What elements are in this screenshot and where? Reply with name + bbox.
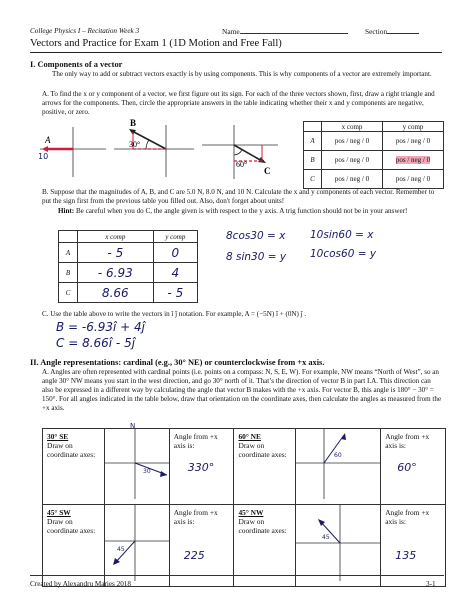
axes-drawing-nw	[296, 505, 380, 581]
footer-rule	[30, 575, 444, 576]
title-rule	[30, 52, 442, 53]
angle-answer: 135	[395, 549, 417, 562]
sign-table	[303, 121, 444, 189]
comp-cell-c-y[interactable]: - 5	[153, 283, 197, 303]
work-line: 8 sin30 = y	[226, 251, 287, 263]
axes-drawing-sw	[105, 505, 169, 581]
hint: Hint: Be careful when you do C, the angle given is with respect to the y axis. A trig function should not be in your answer!	[58, 207, 408, 215]
svg-text:45: 45	[322, 534, 330, 541]
sign-cell-b-x[interactable]: pos / neg / 0	[322, 151, 383, 170]
vector-diagrams	[30, 118, 280, 181]
part1-intro: The only way to add or subtract vectors exactly is by using components. This is why components of a vector are extremely important.	[52, 70, 432, 78]
svg-text:60: 60	[334, 452, 342, 459]
comp-cell-b-x[interactable]: - 6.93	[78, 263, 154, 283]
sign-cell-a-y[interactable]: pos / neg / 0	[383, 132, 444, 151]
answer-c: C = 8.66î - 5ĵ	[56, 336, 136, 350]
course-label: College Physics I – Recitation Week 3	[30, 27, 140, 35]
section-field-label: Section	[365, 27, 419, 36]
svg-text:45: 45	[116, 546, 125, 553]
work-line: 8cos30 = x	[226, 230, 286, 242]
sign-cell-a-x[interactable]: pos / neg / 0	[322, 132, 383, 151]
work-line: 10cos60 = y	[310, 248, 377, 260]
sign-cell-c-x[interactable]: pos / neg / 0	[322, 170, 383, 189]
work-line: 10sin60 = x	[310, 229, 374, 241]
name-field-label: Name	[222, 27, 348, 36]
sign-cell-b-y[interactable]: pos / neg / 0	[383, 151, 444, 170]
svg-text:A: A	[45, 135, 51, 145]
comp-cell-a-x[interactable]: - 5	[78, 243, 154, 263]
axes-drawing-ne	[296, 429, 380, 499]
angle-answer: 225	[183, 549, 205, 562]
svg-text:30: 30	[142, 468, 151, 475]
comp-cell-c-x[interactable]: 8.66	[78, 283, 154, 303]
svg-text:10: 10	[38, 152, 49, 161]
vector-b-diagram	[114, 118, 194, 177]
angle-answer: 60°	[397, 461, 417, 474]
question-2a: A. Angles are often represented with cardinal points (i.e. points on a compass: N, S, E, W). For example, NW means “North of West”, so an angle 30° NW means you start in the west direction, and go 30° north of it. That’s the direction of vector B in part I.A. This direction can also be expressed in a different way by calculating the angle that vector B makes with the +x axis. For vector B, this angle is 180° − 30° = 150°. For all angles indicated in the table below, draw that orientation on the coordinate axes, then calculate the angles as measured from the +x axis.	[42, 368, 442, 413]
svg-text:B: B	[130, 118, 137, 128]
svg-text:C: C	[264, 166, 271, 176]
answer-b: B = -6.93î + 4ĵ	[56, 320, 145, 334]
axes-cell[interactable]	[104, 422, 169, 505]
comp-cell-b-y[interactable]: 4	[153, 263, 197, 283]
angle-box-label: 30° SE Draw on coordinate axes:	[47, 432, 96, 459]
svg-text:60°: 60°	[236, 160, 248, 169]
sign-cell-c-y[interactable]: pos / neg / 0	[383, 170, 444, 189]
svg-text:30°: 30°	[129, 140, 141, 149]
axes-cell[interactable]	[296, 429, 381, 505]
part2-heading: II. Angle representations: cardinal (e.g., 30° NE) or counterclockwise from +x axis.	[30, 358, 325, 367]
comp-cell-a-y[interactable]: 0	[153, 243, 197, 263]
axes-drawing-se	[105, 422, 169, 499]
question-1b: B. Suppose that the magnitudes of A, B, and C are 5.0 N, 8.0 N, and 10 N. Calculate the x and y components of each vector. Remember to put the sign first from the previous table you filled out. Also, don't forget about units!	[42, 188, 435, 206]
vector-a-diagram	[38, 127, 106, 177]
angle-answer: 330°	[187, 461, 215, 474]
angle-table: 30° SE Draw on coordinate axes: N 30 Angle from +x axis is: 330° 60° NE Draw on coordinate axes: 60 Angle from +x axis is: 60° 45° SW Draw on coordinate axes: 45 Angle from +x axis is: 225 45° NW Draw on coordinate axes: 45 Angle from +x axis is: 135	[42, 428, 446, 587]
component-table: x comp y comp A - 5 0 B - 6.93 4 C 8.66 - 5	[58, 230, 198, 303]
sign-row-vec: C	[304, 170, 322, 189]
page-number: 3-1	[426, 580, 436, 588]
sign-row-vec: A	[304, 132, 322, 151]
sign-table-header-y: y comp	[383, 122, 444, 132]
question-1a: A. To find the x or y component of a vector, we first figure out its sign. For each of the three vectors shown, first, draw a right triangle and arrows for the components. Then, circle the appropriate answers in the table indicating whether their x and y components are negative, positive, or zero.	[42, 90, 435, 117]
part1-heading: I. Components of a vector	[30, 60, 123, 69]
footer-credit: Created by Alexandru Maries 2018	[30, 580, 131, 588]
sign-row-vec: B	[304, 151, 322, 170]
vector-c-diagram	[202, 125, 278, 179]
sign-table-header-x: x comp	[322, 122, 383, 132]
page-title: Vectors and Practice for Exam 1 (1D Motion and Free Fall)	[30, 38, 282, 49]
question-1c: C. Use the table above to write the vectors in î ĵ notation. For example, A = (−5N) î + (0N) ĵ .	[42, 310, 307, 318]
svg-text:N: N	[129, 422, 135, 430]
